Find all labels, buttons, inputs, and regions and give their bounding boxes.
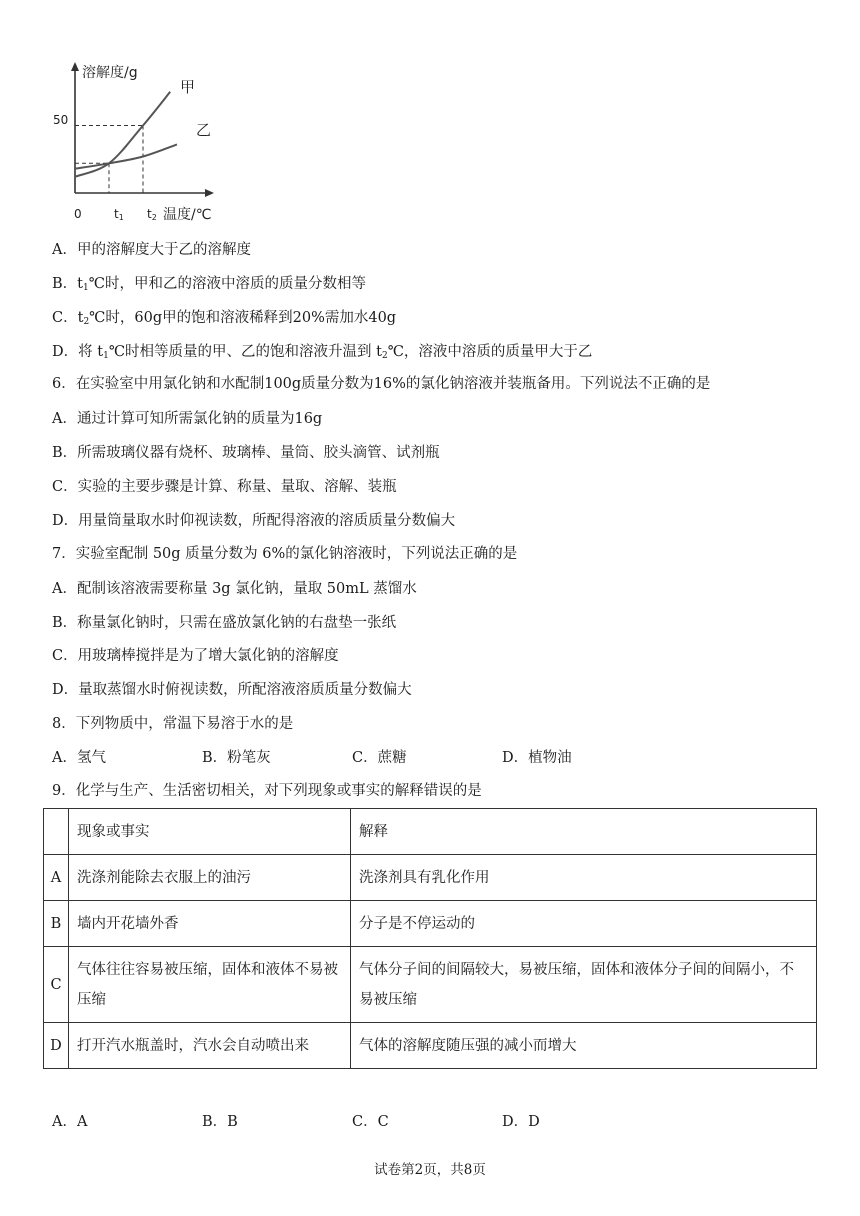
table-row	[44, 901, 817, 947]
q6-stem: 6．在实验室中用氯化钠和水配制100g质量分数为16%的氯化钠溶液并装瓶备用。下列说法不正确的是	[52, 376, 711, 392]
origin-label: 0	[74, 207, 82, 221]
y-tick-label: 50	[53, 113, 69, 127]
table-header-cell: 解释	[351, 809, 817, 855]
q8-option-a: A．氢气	[52, 750, 106, 766]
q9-stem: 9．化学与生产、生活密切相关，对下列现象或事实的解释错误的是	[52, 783, 482, 799]
q6-option-a: A．通过计算可知所需氯化钠的质量为16g	[52, 411, 323, 427]
table-cell-explanation: 气体的溶解度随压强的减小而增大	[351, 1023, 817, 1069]
table-row-label: B	[44, 901, 69, 947]
x-axis-arrow	[205, 189, 214, 197]
table-cell-explanation: 气体分子间的间隔较大，易被压缩，固体和液体分子间的间隔小，不易被压缩	[351, 947, 817, 1023]
series-line-yi	[75, 144, 177, 168]
q9-table	[43, 808, 817, 1069]
series-label-jia: 甲	[180, 78, 196, 96]
solubility-chart	[48, 58, 238, 228]
q7-option-d: D．量取蒸馏水时俯视读数，所配溶液溶质质量分数偏大	[52, 682, 412, 698]
table-row	[44, 1023, 817, 1069]
x-axis-label: 温度/℃	[163, 207, 212, 223]
x-tick-t2: t2	[147, 207, 157, 222]
table-row-label: D	[44, 1023, 69, 1069]
series-label-yi: 乙	[196, 121, 212, 139]
table-cell-fact: 打开汽水瓶盖时，汽水会自动喷出来	[69, 1023, 351, 1069]
q8-option-c: C．蔗糖	[352, 750, 407, 766]
q8-option-b: B．粉笔灰	[202, 750, 271, 766]
q5-option-d: D．将 $t_1℃$时相等质量的甲、乙的饱和溶液升温到 $t_2℃$，溶液中溶质的质量甲大于乙	[52, 344, 593, 361]
y-axis-label: 溶解度/g	[82, 65, 138, 81]
table-cell-fact: 洗涤剂能除去衣服上的油污	[69, 855, 351, 901]
page-footer: 试卷第2页，共8页	[374, 1162, 486, 1178]
q7-stem: 7．实验室配制 50g 质量分数为 6%的氯化钠溶液时，下列说法正确的是	[52, 546, 518, 562]
q9-option-c: C．C	[352, 1114, 389, 1130]
q9-option-a: A．A	[52, 1114, 88, 1130]
table-cell-fact: 墙内开花墙外香	[69, 901, 351, 947]
table-row-label: C	[44, 947, 69, 1023]
table-row	[44, 855, 817, 901]
q6-option-c: C．实验的主要步骤是计算、称量、量取、溶解、装瓶	[52, 479, 397, 495]
q5-option-c: C．$t_2℃$时，60g甲的饱和溶液稀释到20%需加水40g	[52, 310, 397, 327]
table-header-cell	[44, 809, 69, 855]
table-cell-explanation: 洗涤剂具有乳化作用	[351, 855, 817, 901]
table-row	[44, 947, 817, 1023]
q6-option-b: B．所需玻璃仪器有烧杯、玻璃棒、量筒、胶头滴管、试剂瓶	[52, 445, 440, 461]
table-cell-explanation: 分子是不停运动的	[351, 901, 817, 947]
q5-option-a: A．甲的溶解度大于乙的溶解度	[52, 242, 251, 258]
q9-option-d: D．D	[502, 1114, 540, 1130]
q7-option-b: B．称量氯化钠时，只需在盛放氯化钠的右盘垫一张纸	[52, 615, 397, 631]
table-header-cell: 现象或事实	[69, 809, 351, 855]
y-axis-arrow	[71, 62, 79, 71]
table-cell-fact: 气体往往容易被压缩，固体和液体不易被压缩	[69, 947, 351, 1023]
q5-option-b: B．$t_1℃$时，甲和乙的溶液中溶质的质量分数相等	[52, 276, 366, 293]
q7-option-a: A．配制该溶液需要称量 3g 氯化钠，量取 50mL 蒸馏水	[52, 581, 417, 597]
q8-stem: 8．下列物质中，常温下易溶于水的是	[52, 716, 294, 732]
q6-option-d: D．用量筒量取水时仰视读数，所配得溶液的溶质质量分数偏大	[52, 513, 456, 529]
q9-option-b: B．B	[202, 1114, 238, 1130]
q8-option-d: D．植物油	[502, 750, 572, 766]
q7-option-c: C．用玻璃棒搅拌是为了增大氯化钠的溶解度	[52, 648, 339, 664]
series-line-jia	[75, 92, 170, 177]
table-row-label: A	[44, 855, 69, 901]
table-header-row	[44, 809, 817, 855]
x-tick-t1: t1	[114, 207, 124, 222]
